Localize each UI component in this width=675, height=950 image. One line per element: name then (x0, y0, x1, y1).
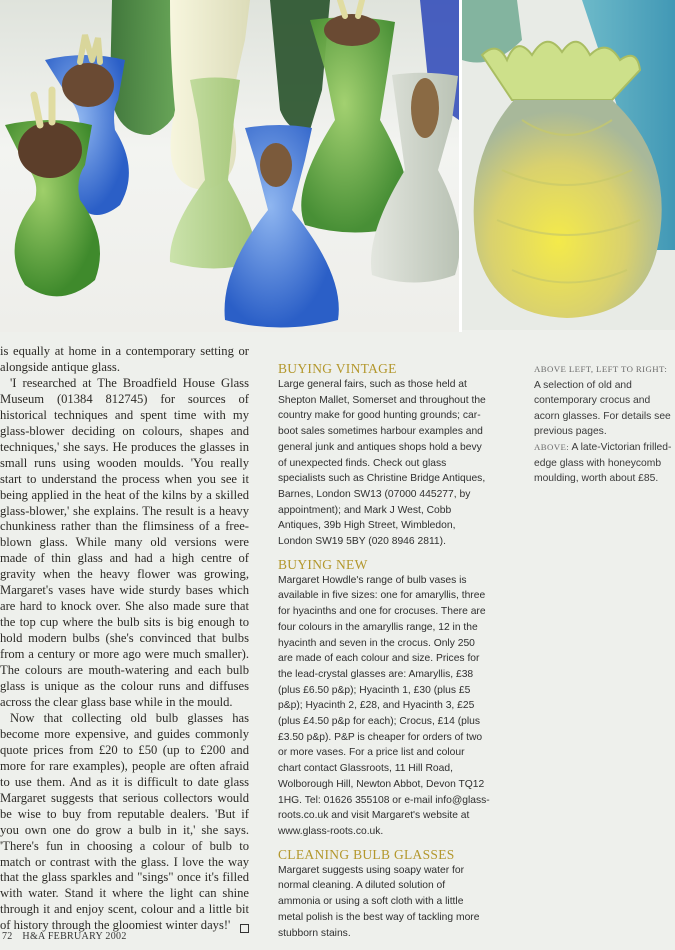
body-paragraph (0, 711, 249, 934)
section-heading-buying-vintage: BUYING VINTAGE (278, 361, 397, 376)
photo-frilled-edge-glass (462, 0, 675, 330)
photo-bulb-glasses (0, 0, 459, 332)
page-number: 72 (2, 931, 13, 942)
section-body-cleaning: Margaret suggests using soapy water for normal cleaning. A diluted solution of ammonia or using a soft cloth with a little metal polish is the best way of tackling more stubborn stains. (278, 864, 480, 939)
section-heading-buying-new: BUYING NEW (278, 556, 368, 572)
caption-column (534, 362, 674, 487)
body-paragraph: is equally at home in a contemporary setting or alongside antique glass. (0, 344, 249, 374)
article-body-column (0, 344, 249, 934)
caption-right-text: A late-Victorian frilled-edge glass with honeycomb moulding, worth about £85. (534, 441, 672, 485)
page-footer (2, 931, 127, 942)
section-body-buying-vintage: Large general fairs, such as those held at Shepton Mallet, Somerset and throughout the country make for good hunting grounds; car-boot sales sometimes harbour examples and general junk and antiques shops hold a bevy of unexpected finds. Check out glass specialists such as Christine Bridge Antiques, Barnes, London SW13 (07000 445277, by appointment); and Mark J West, Cobb Antiques, 39b High Street, Wimbledon, London SW19 5BY (020 8946 2811). (278, 379, 486, 548)
issue-date: FEBRUARY 2002 (47, 931, 127, 942)
publication-name: H&A (22, 931, 45, 942)
sidebar-column (278, 361, 490, 941)
caption-left-heading: ABOVE LEFT, LEFT TO RIGHT: (534, 364, 668, 374)
section-heading-cleaning: CLEANING BULB GLASSES (278, 846, 455, 862)
caption-left-text: A selection of old and contemporary crocus and acorn glasses. For details see previous pages. (534, 379, 671, 438)
section-body-buying-new: Margaret Howdle's range of bulb vases is available in five sizes: one for amaryllis, three for hyacinths and one for crocuses. There are four colours in the amaryllis range, 12 in the hyacinth and seven in the crocus. Only 250 are made of each colour and size. Prices for the lead-crystal glasses are: Amaryllis, £38 (plus £6.50 p&p); Hyacinth 1, £30 (plus £5 p&p); Hyacinth 2, £28, and Hyacinth 3, £25 (plus £4.50 p&p for each); Crocus, £14 (plus £3.50 p&p). P&P is cheaper for orders of two or more vases. For a price list and colour chart contact Glassroots, 11 Hill Road, Wolborough Hill, Newton Abbot, Devon TQ12 1HG. Tel: 01626 355108 or e-mail info@glass-roots.co.uk and visit Margaret's website at www.glass-roots.co.uk. (278, 574, 490, 837)
body-paragraph: 'I researched at The Broadfield House Glass Museum (01384 812745) for sources of historical techniques and spent time with my glass-blower deciding on colours, shapes and techniques,' she says. He produces the glasses in small runs using wooden moulds. 'You really start to understand the process when you see it being applied in the heat of the kilns by a skilled glass-blower,' she explains. The result is a heavy chunkiness rather than the flimsiness of a free-blown glass. While many old versions were made of thin glass and had a high centre of gravity when the heavy flower was growing, Margaret's vases have wide sturdy bases which are hard to knock over. She also made sure that the top cup where the bulb sits is big enough to hold modern bulbs (she's convinced that bulbs from a century or more ago were much smaller). The colours are mouth-watering and each bulb glass is unique as the colour runs and diffuses across the clear glass base while in the mould. (0, 375, 249, 709)
body-paragraph-text: Now that collecting old bulb glasses has become more expensive, and guides commonly quote prices from £20 to £50 (up to £200 and more for rare examples), people are often afraid to use them. And as it is difficult to date glass Margaret suggests that serious collectors would be wise to buy from reputable dealers. 'But if you own one do grow a bulb in it,' she says. 'There's fun in choosing a colour of bulb to match or contrast with the glass. I love the way that the glass sparkles and "sings" once it's filled with water. Stand it where the light can shine through it and enjoy scent, colour and a little bit of history through the gloomiest winter days!' (0, 710, 249, 933)
end-mark-icon (240, 924, 249, 933)
caption-right-heading: ABOVE: (534, 441, 570, 452)
